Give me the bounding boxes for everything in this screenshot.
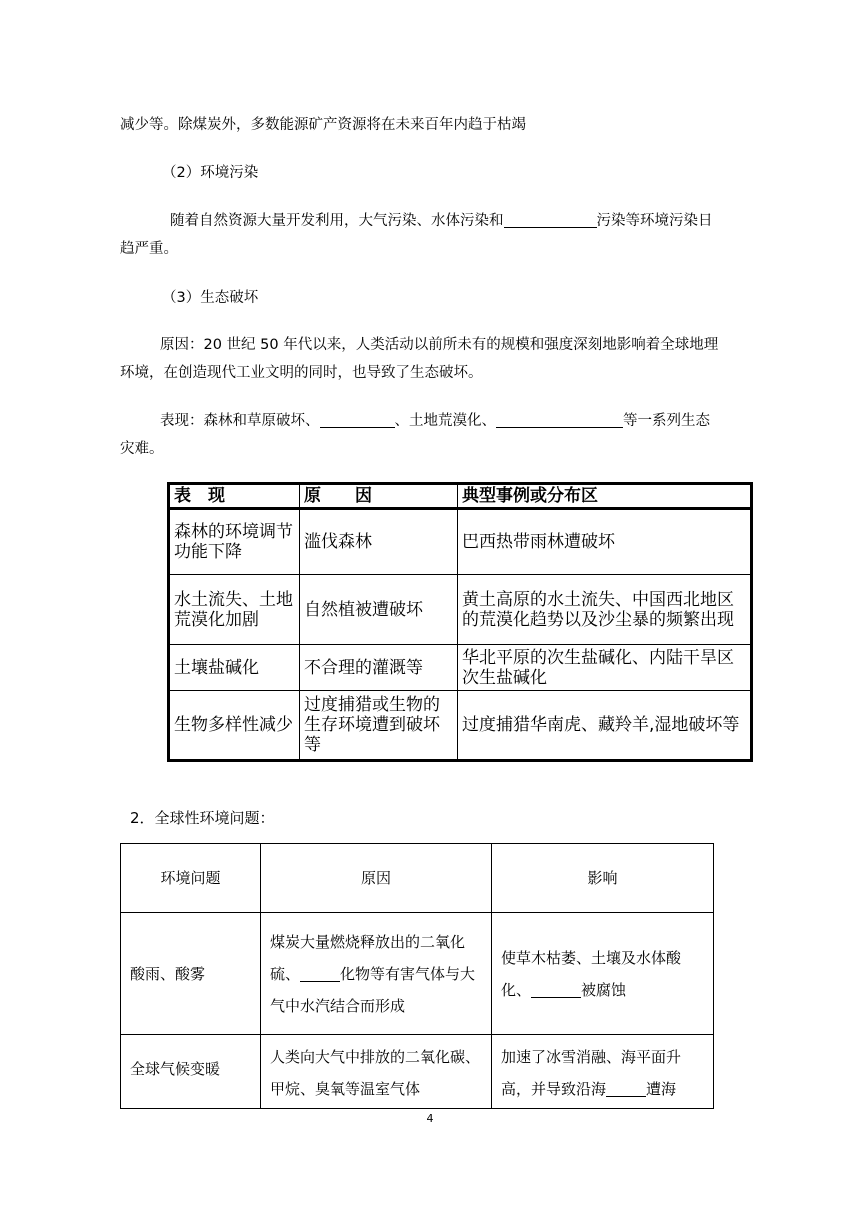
- paragraph-cause: [120, 331, 740, 387]
- cause-text-b: 环境，在创造现代工业文明的同时，也导致了生态破坏。: [120, 365, 483, 381]
- table-row: 酸雨、酸雾 煤炭大量燃烧释放出的二氧化硫、 化物等有害气体与大气中水汽结合而形成 使草木枯萎、土壤及水体酸化、 被腐蚀: [121, 913, 714, 1035]
- manifest-text-a: 表现：森林和草原破坏、: [160, 413, 320, 429]
- t2-header-issue: 环境问题: [121, 844, 261, 913]
- paragraph-manifestation: [120, 407, 740, 463]
- t2-header-cause: 原因: [261, 844, 492, 913]
- manifest-text-b: 、土地荒漠化、: [394, 413, 496, 429]
- blank-manifest-2: [496, 411, 623, 428]
- pollution-text-b: 污染等环境污染日: [596, 213, 713, 229]
- table-row: 森林的环境调节功能下降 滥伐森林 巴西热带雨林遭破坏: [169, 509, 752, 575]
- blank-warming-effect: [606, 1080, 646, 1097]
- global-environment-table: [120, 843, 714, 1109]
- paragraph-resources: 减少等。除煤炭外，多数能源矿产资源将在未来百年内趋于枯竭: [120, 117, 526, 133]
- heading-ecology: （3）生态破坏: [162, 290, 259, 306]
- table-row: 水土流失、土地荒漠化加剧 自然植被遭破坏 黄土高原的水土流失、中国西北地区的荒漠化趋势以及沙尘暴的频繁出现: [169, 575, 752, 645]
- pollution-text-a: 随着自然资源大量开发利用，大气污染、水体污染和: [170, 213, 504, 229]
- t1-header-example: 典型事例或分布区: [458, 484, 752, 509]
- table-row: 全球气候变暖 人类向大气中排放的二氧化碳、甲烷、臭氧等温室气体 加速了冰雪消融、海平面升高，并导致沿海 遭海: [121, 1035, 714, 1109]
- blank-acid-cause: [300, 965, 340, 982]
- table-row: 土壤盐碱化 不合理的灌溉等 华北平原的次生盐碱化、内陆干旱区次生盐碱化: [169, 645, 752, 691]
- t1-header-cause: 原 因: [300, 484, 458, 509]
- t1-header-manifestation: 表 现: [169, 484, 300, 509]
- blank-manifest-1: [320, 411, 395, 428]
- paragraph-pollution: [120, 207, 740, 263]
- t2-header-effect: 影响: [492, 844, 714, 913]
- cause-text-a: 原因：20 世纪 50 年代以来，人类活动以前所未有的规模和强度深刻地影响着全球地理: [160, 337, 719, 353]
- ecological-damage-table: [167, 482, 753, 762]
- section-title-global: 2．全球性环境问题：: [130, 809, 275, 827]
- pollution-text-c: 趋严重。: [120, 241, 178, 257]
- table-row: 生物多样性减少 过度捕猎或生物的生存环境遭到破坏等 过度捕猎华南虎、藏羚羊,湿地破坏等: [169, 691, 752, 761]
- manifest-text-d: 灾难。: [120, 441, 164, 457]
- table-header-row: [121, 844, 714, 913]
- page-number: 4: [426, 1112, 434, 1125]
- heading-pollution: （2）环境污染: [162, 165, 259, 181]
- manifest-text-c: 等一系列生态: [623, 413, 710, 429]
- blank-pollution: [504, 211, 597, 228]
- blank-acid-effect: [531, 981, 581, 998]
